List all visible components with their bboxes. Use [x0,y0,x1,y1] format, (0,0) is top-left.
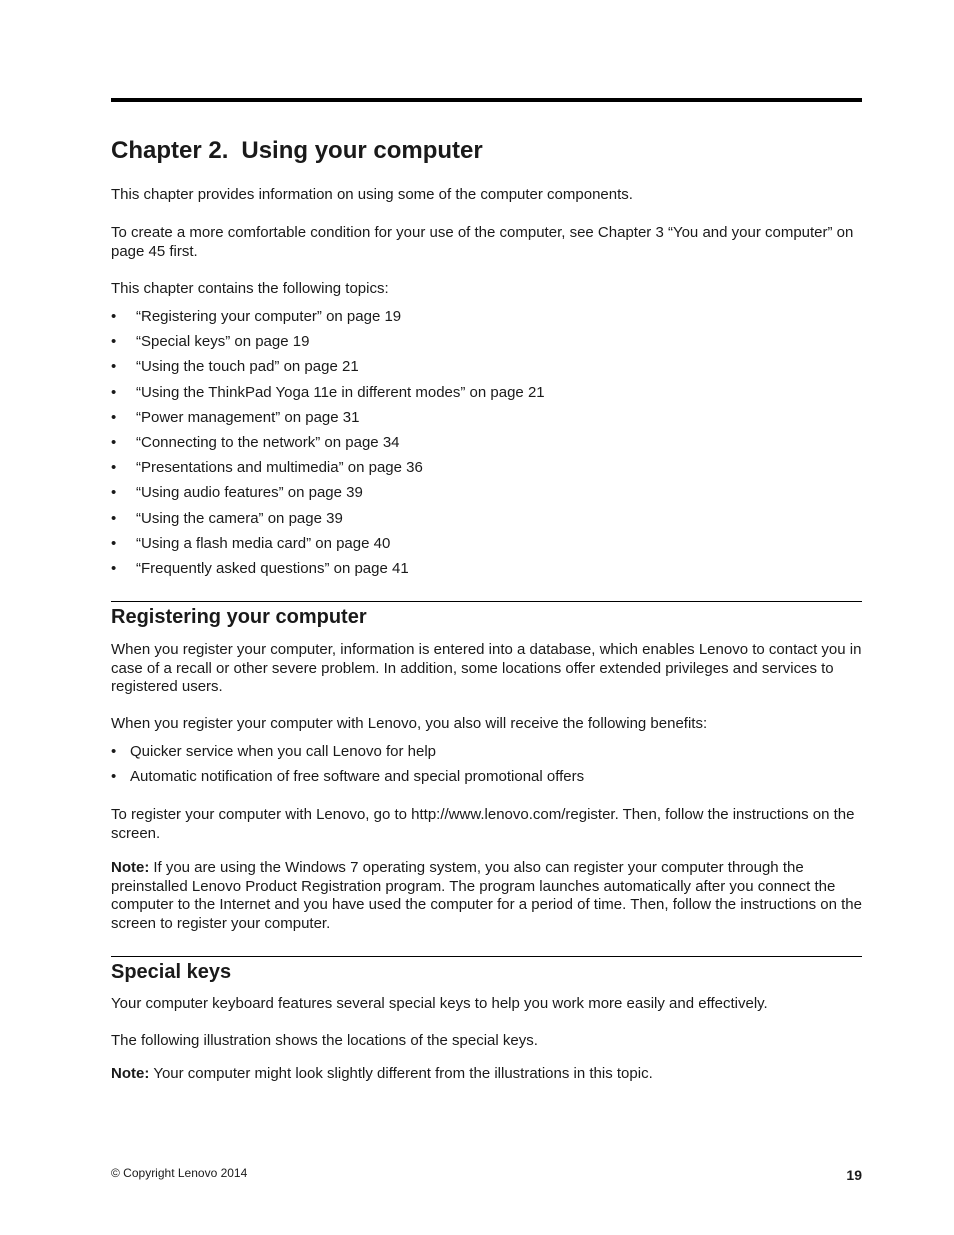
chapter-top-rule [111,98,862,102]
bullet-glyph: • [111,308,117,325]
footer-page-number: 19 [846,1167,862,1183]
bullet-glyph: • [111,559,117,577]
bullet-glyph: • [111,408,117,426]
note-label: Note: [111,859,150,876]
registering-note [111,859,862,933]
footer-copyright: © Copyright Lenovo 2014 [111,1166,248,1180]
chapter-title-text: Using your computer [241,137,483,164]
benefit-text: Automatic notification of free software and special promotional offers [130,768,585,786]
section-title-special-keys: Special keys [111,961,232,983]
bullet-glyph: • [111,509,117,527]
special-keys-note [111,1065,862,1084]
intro-paragraph-1: This chapter provides information on using some of the computer components. [111,186,633,203]
chapter-title [111,136,483,166]
special-keys-paragraph-1: Your computer keyboard features several special keys to help you work more easily and effectively. [111,995,768,1012]
bullet-glyph: • [111,459,117,477]
topic-link[interactable]: “Using audio features” on page 39 [136,484,363,502]
topic-link[interactable]: “Presentations and multimedia” on page 36 [136,459,423,477]
bullet-glyph: • [111,433,117,451]
chapter-number: Chapter 2. [111,137,229,164]
note-label: Note: [111,1065,150,1082]
topic-link[interactable]: “Using a flash media card” on page 40 [136,534,391,552]
bullet-glyph: • [111,484,117,502]
topic-link[interactable]: “Using the touch pad” on page 21 [136,358,359,376]
topic-link[interactable]: “Registering your computer” on page 19 [136,308,402,325]
intro-paragraph-2: To create a more comfortable condition for your use of the computer, see Chapter 3 “You and your computer” on page 45 first. [111,224,854,260]
section-rule-registering [111,601,862,602]
topic-link[interactable]: “Connecting to the network” on page 34 [136,433,400,451]
bullet-glyph: • [111,768,117,786]
note-text: If you are using the Windows 7 operating system, you also can register your computer through the preinstalled Lenovo Product Registration program. The program launches automatically after you connect the computer to the Internet and you have used the computer for a period of time. Then, follow the instructions on the screen to register your computer. [111,859,862,932]
note-text: Your computer might look slightly different from the illustrations in this topic. [153,1065,653,1082]
bullet-glyph: • [111,743,117,760]
registering-paragraph-1: When you register your computer, information is entered into a database, which enables Lenovo to contact you in case of a recall or other severe problem. In addition, some locations offer extended privileges and services to registered users. [111,641,862,695]
topic-link[interactable]: “Special keys” on page 19 [136,333,310,351]
section-rule-special-keys [111,956,862,957]
topic-link[interactable]: “Frequently asked questions” on page 41 [136,559,409,577]
topic-link[interactable]: “Using the camera” on page 39 [136,509,343,527]
bullet-glyph: • [111,383,117,401]
topic-link[interactable]: “Power management” on page 31 [136,408,360,426]
topic-link[interactable]: “Using the ThinkPad Yoga 11e in different modes” on page 21 [136,383,545,401]
bullet-glyph: • [111,333,117,351]
bullet-glyph: • [111,358,117,376]
registering-paragraph-3: To register your computer with Lenovo, go to http://www.lenovo.com/register. Then, follow the instructions on the screen. [111,806,855,842]
special-keys-paragraph-2: The following illustration shows the locations of the special keys. [111,1032,538,1049]
bullet-glyph: • [111,534,117,552]
registering-paragraph-2: When you register your computer with Lenovo, you also will receive the following benefits: [111,715,708,732]
benefit-text: Quicker service when you call Lenovo for help [130,743,436,760]
section-title-registering: Registering your computer [111,606,367,628]
intro-paragraph-3: This chapter contains the following topics: [111,280,389,297]
